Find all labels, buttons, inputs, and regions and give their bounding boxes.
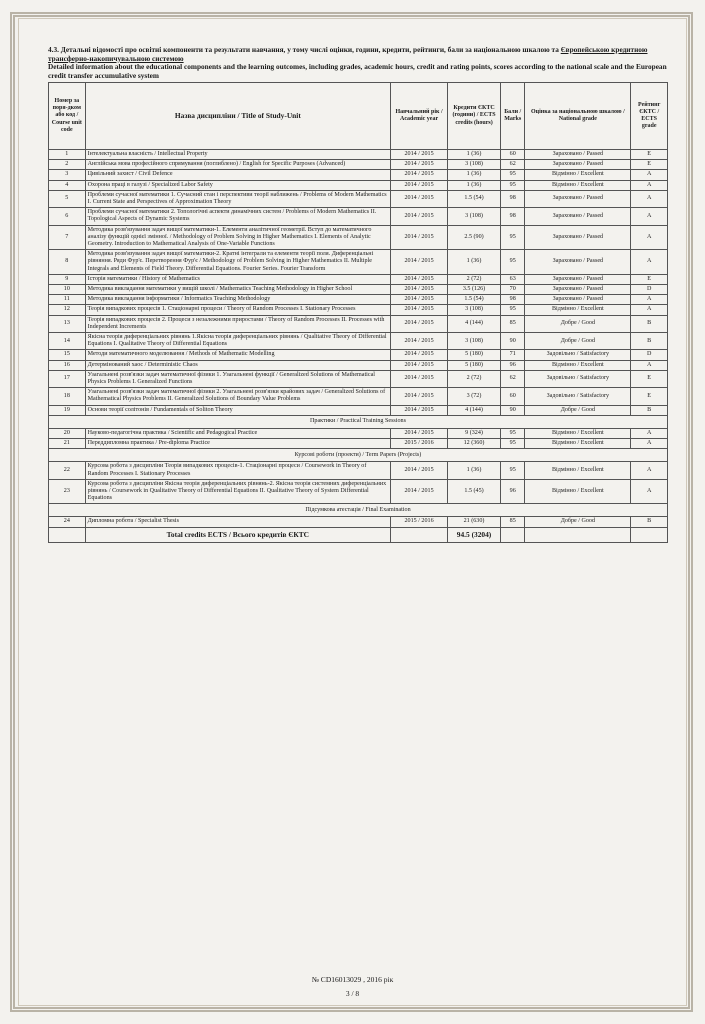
national-grade: Зараховано / Passed xyxy=(525,190,631,207)
course-title: Теорія випадкових процесів 1. Стаціонарні процеси / Theory of Random Processes I. Stationary Processes xyxy=(85,305,390,315)
academic-year: 2014 / 2015 xyxy=(391,370,448,387)
marks: 95 xyxy=(501,462,525,479)
ects-grade: B xyxy=(631,405,668,415)
course-title: Методика викладання математики у вищій школі / Mathematics Teaching Methodology in Higher School xyxy=(85,285,390,295)
grades-table xyxy=(48,82,668,543)
ects-credits: 5 (180) xyxy=(448,350,501,360)
ects-grade: E xyxy=(631,160,668,170)
heading-en xyxy=(48,63,668,80)
row-number: 6 xyxy=(49,208,86,225)
marks: 60 xyxy=(501,150,525,160)
col-header-national: Оцінка за національною шкалою / National grade xyxy=(525,83,631,150)
ects-grade: B xyxy=(631,517,668,527)
ects-credits: 1.5 (54) xyxy=(448,190,501,207)
national-grade: Добре / Good xyxy=(525,405,631,415)
marks: 85 xyxy=(501,517,525,527)
academic-year: 2014 / 2015 xyxy=(391,285,448,295)
row-number: 15 xyxy=(49,350,86,360)
national-grade: Відмінно / Excellent xyxy=(525,180,631,190)
total-empty-marks xyxy=(501,527,525,542)
national-grade: Зараховано / Passed xyxy=(525,295,631,305)
course-title: Методика розв'язування задач вищої математики-2. Кратні інтеграли та елементи теорії поля. Диференціальні рівняння. Ряди Фур'є. Перетворення Фур'є / Methodology of Problem Solving in Higher Mathematics II. Multiple Integrals and Elements of Field Theory. Differential Equations. Fourier Series. Fourier Transform xyxy=(85,250,390,275)
section-row-final xyxy=(49,504,668,517)
row-number: 3 xyxy=(49,170,86,180)
ects-credits: 1 (36) xyxy=(448,180,501,190)
ects-grade: A xyxy=(631,250,668,275)
heading-ua-line2: Європейською кредитною трансферно-накопичувальною системою xyxy=(48,45,648,63)
academic-year: 2015 / 2016 xyxy=(391,517,448,527)
ects-credits: 9 (324) xyxy=(448,428,501,438)
course-title: Цивільний захист / Civil Defence xyxy=(85,170,390,180)
ects-credits: 4 (144) xyxy=(448,405,501,415)
national-grade: Відмінно / Excellent xyxy=(525,462,631,479)
ects-grade: A xyxy=(631,180,668,190)
table-row xyxy=(49,479,668,504)
ects-grade: E xyxy=(631,370,668,387)
section-label-practice: Практики / Practical Training Sessions xyxy=(49,415,668,428)
row-number: 9 xyxy=(49,274,86,284)
total-empty-ects xyxy=(631,527,668,542)
ects-grade: A xyxy=(631,295,668,305)
ects-grade: E xyxy=(631,274,668,284)
national-grade: Зараховано / Passed xyxy=(525,285,631,295)
ects-grade: D xyxy=(631,350,668,360)
ects-grade: B xyxy=(631,333,668,350)
course-title: Проблеми сучасної математики 1. Сучасний стан і перспективи теорії наближень / Problems of Modern Mathematics I. Current State and Perspectives of Approximation Theory xyxy=(85,190,390,207)
ects-grade: B xyxy=(631,315,668,332)
section-heading xyxy=(48,46,668,80)
marks: 85 xyxy=(501,315,525,332)
academic-year: 2014 / 2015 xyxy=(391,388,448,405)
table-row xyxy=(49,350,668,360)
ects-grade: A xyxy=(631,225,668,250)
national-grade: Задовільно / Satisfactory xyxy=(525,388,631,405)
course-title: Узагальнені розв'язки задач математичної фізики 1. Узагальнені функції / Generalized Solutions of Mathematical Physics Problems I. Generalized Functions xyxy=(85,370,390,387)
course-title: Методика розв'язування задач вищої математики-1. Елементи аналітичної геометрії. Вступ до математичного аналізу функцій однієї змінної. / Methodology of Problem Solving in Higher Mathematics I. Elements of Analytic Geometry. Introduction to Mathematical Analysis of One-Variable Functions xyxy=(85,225,390,250)
ects-credits: 2.5 (90) xyxy=(448,225,501,250)
marks: 62 xyxy=(501,160,525,170)
ects-grade: E xyxy=(631,150,668,160)
ects-grade: A xyxy=(631,305,668,315)
academic-year: 2014 / 2015 xyxy=(391,315,448,332)
col-header-marks: Бали / Marks xyxy=(501,83,525,150)
academic-year: 2014 / 2015 xyxy=(391,208,448,225)
table-row xyxy=(49,370,668,387)
ects-grade: A xyxy=(631,360,668,370)
marks: 63 xyxy=(501,274,525,284)
table-row xyxy=(49,388,668,405)
table-row xyxy=(49,208,668,225)
course-title: Методи математичного моделювання / Methods of Mathematic Modelling xyxy=(85,350,390,360)
row-number: 1 xyxy=(49,150,86,160)
table-body-practice xyxy=(49,428,668,448)
ects-credits: 3 (108) xyxy=(448,305,501,315)
national-grade: Добре / Good xyxy=(525,517,631,527)
ects-credits: 1.5 (45) xyxy=(448,479,501,504)
row-number: 5 xyxy=(49,190,86,207)
row-number: 14 xyxy=(49,333,86,350)
row-number: 20 xyxy=(49,428,86,438)
marks: 98 xyxy=(501,208,525,225)
marks: 71 xyxy=(501,350,525,360)
academic-year: 2014 / 2015 xyxy=(391,479,448,504)
table-row xyxy=(49,160,668,170)
national-grade: Відмінно / Excellent xyxy=(525,305,631,315)
ects-credits: 1 (36) xyxy=(448,250,501,275)
total-empty-code xyxy=(49,527,86,542)
table-row xyxy=(49,250,668,275)
academic-year: 2014 / 2015 xyxy=(391,250,448,275)
table-row xyxy=(49,274,668,284)
row-number: 4 xyxy=(49,180,86,190)
ects-grade: A xyxy=(631,208,668,225)
ects-credits: 3 (108) xyxy=(448,160,501,170)
col-header-year: Навчальний рік / Academic year xyxy=(391,83,448,150)
course-title: Охорона праці в галузі / Specialized Labor Safety xyxy=(85,180,390,190)
ects-credits: 1 (36) xyxy=(448,150,501,160)
course-title: Проблеми сучасної математики 2. Топологічні аспекти динамічних систем / Problems of Modern Mathematics II. Topological Aspects of Dynamic Systems xyxy=(85,208,390,225)
ects-credits: 3 (72) xyxy=(448,388,501,405)
table-row xyxy=(49,428,668,438)
row-number: 22 xyxy=(49,462,86,479)
academic-year: 2014 / 2015 xyxy=(391,428,448,438)
col-header-ects: Рейтинг ЄКТС / ECTS grade xyxy=(631,83,668,150)
ects-grade: A xyxy=(631,479,668,504)
total-label: Total credits ECTS / Всього кредитів ЄКТС xyxy=(85,527,390,542)
row-number: 7 xyxy=(49,225,86,250)
table-body-final xyxy=(49,517,668,527)
marks: 95 xyxy=(501,225,525,250)
marks: 95 xyxy=(501,439,525,449)
academic-year: 2014 / 2015 xyxy=(391,150,448,160)
table-row xyxy=(49,190,668,207)
academic-year: 2014 / 2015 xyxy=(391,170,448,180)
table-row xyxy=(49,150,668,160)
course-title: Науково-педагогічна практика / Scientific and Pedagogical Practice xyxy=(85,428,390,438)
national-grade: Добре / Good xyxy=(525,333,631,350)
table-row xyxy=(49,439,668,449)
course-title: Основи теорії солітонів / Fundamentals of Soliton Theory xyxy=(85,405,390,415)
academic-year: 2015 / 2016 xyxy=(391,439,448,449)
national-grade: Задовільно / Satisfactory xyxy=(525,350,631,360)
academic-year: 2014 / 2015 xyxy=(391,405,448,415)
table-row xyxy=(49,517,668,527)
col-header-credits: Кредити ЄКТС (години) / ECTS credits (hours) xyxy=(448,83,501,150)
academic-year: 2014 / 2015 xyxy=(391,225,448,250)
table-row xyxy=(49,295,668,305)
national-grade: Відмінно / Excellent xyxy=(525,428,631,438)
ects-credits: 3 (108) xyxy=(448,208,501,225)
heading-en-line2: national scale and the European credit transfer accumulative system xyxy=(48,62,667,80)
table-row xyxy=(49,285,668,295)
national-grade: Відмінно / Excellent xyxy=(525,479,631,504)
table-row xyxy=(49,405,668,415)
ects-credits: 1 (36) xyxy=(448,170,501,180)
national-grade: Зараховано / Passed xyxy=(525,225,631,250)
national-grade: Задовільно / Satisfactory xyxy=(525,370,631,387)
marks: 98 xyxy=(501,295,525,305)
row-number: 16 xyxy=(49,360,86,370)
col-header-code: Номер за поря-дком або код / Course unit code xyxy=(49,83,86,150)
national-grade: Зараховано / Passed xyxy=(525,160,631,170)
ects-credits: 21 (630) xyxy=(448,517,501,527)
marks: 95 xyxy=(501,170,525,180)
national-grade: Добре / Good xyxy=(525,315,631,332)
ects-credits: 3.5 (126) xyxy=(448,285,501,295)
row-number: 11 xyxy=(49,295,86,305)
course-title: Дипломна робота / Specialist Thesis xyxy=(85,517,390,527)
row-number: 10 xyxy=(49,285,86,295)
table-row xyxy=(49,170,668,180)
ects-credits: 1.5 (54) xyxy=(448,295,501,305)
section-row-papers xyxy=(49,449,668,462)
row-number: 12 xyxy=(49,305,86,315)
course-title: Інтелектуальна власність / Intellectual Property xyxy=(85,150,390,160)
document-number: № CD16013029 , 2016 рік xyxy=(311,975,394,984)
page-number: 3 / 8 xyxy=(345,989,360,998)
row-number: 13 xyxy=(49,315,86,332)
academic-year: 2014 / 2015 xyxy=(391,274,448,284)
total-credits: 94.5 (3204) xyxy=(448,527,501,542)
table-row xyxy=(49,305,668,315)
table-header-row xyxy=(49,83,668,150)
row-number: 17 xyxy=(49,370,86,387)
marks: 95 xyxy=(501,180,525,190)
marks: 60 xyxy=(501,388,525,405)
total-empty-year xyxy=(391,527,448,542)
section-label-final: Підсумкова атестація / Final Examination xyxy=(49,504,668,517)
national-grade: Зараховано / Passed xyxy=(525,274,631,284)
total-empty-national xyxy=(525,527,631,542)
heading-ua xyxy=(48,46,668,63)
ects-grade: A xyxy=(631,170,668,180)
table-row xyxy=(49,225,668,250)
marks: 98 xyxy=(501,190,525,207)
academic-year: 2014 / 2015 xyxy=(391,295,448,305)
national-grade: Відмінно / Excellent xyxy=(525,360,631,370)
course-title: Якісна теорія диференціальних рівнянь 1.Якісна теорія диференціальних рівнянь / Qualitative Theory of Differential Equations I. Qualitative Theory of Differential Equations xyxy=(85,333,390,350)
table-body-papers xyxy=(49,462,668,504)
marks: 90 xyxy=(501,333,525,350)
table-row xyxy=(49,315,668,332)
row-number: 19 xyxy=(49,405,86,415)
national-grade: Зараховано / Passed xyxy=(525,250,631,275)
ects-credits: 3 (108) xyxy=(448,333,501,350)
course-title: Переддипломна практика / Pre-diploma Practice xyxy=(85,439,390,449)
marks: 95 xyxy=(501,250,525,275)
course-title: Детермінований хаос / Deterministic Chaos xyxy=(85,360,390,370)
marks: 95 xyxy=(501,428,525,438)
ects-credits: 4 (144) xyxy=(448,315,501,332)
course-title: Курсова робота з дисципліни Якісна теорія диференціальних рівнянь-2. Якісна теорія системних диференціальних рівнянь / Coursework in Qualitative Theory of Differential Equations II. Qualitative Theory of System Differential Equations xyxy=(85,479,390,504)
academic-year: 2014 / 2015 xyxy=(391,305,448,315)
ects-credits: 5 (180) xyxy=(448,360,501,370)
ects-credits: 2 (72) xyxy=(448,370,501,387)
section-label-papers: Курсові роботи (проекти) / Term Papers (Projects) xyxy=(49,449,668,462)
row-number: 21 xyxy=(49,439,86,449)
marks: 62 xyxy=(501,370,525,387)
course-title: Методика викладання інформатики / Informatics Teaching Methodology xyxy=(85,295,390,305)
table-row xyxy=(49,333,668,350)
course-title: Англійська мова професійного спрямування (поглиблено) / English for Specific Purposes (Advanced) xyxy=(85,160,390,170)
heading-en-line1: Detailed information about the educational components and the learning outcomes, including grades, academic hours, credit and rating points, scores according to the xyxy=(48,62,565,72)
heading-ua-line1: 4.3. Детальні відомості про освітні компоненти та результати навчання, у тому числі оцінки, години, кредити, рейтинги, бали за національною шкалою та xyxy=(48,45,559,54)
academic-year: 2014 / 2015 xyxy=(391,350,448,360)
national-grade: Відмінно / Excellent xyxy=(525,439,631,449)
national-grade: Зараховано / Passed xyxy=(525,208,631,225)
row-number: 8 xyxy=(49,250,86,275)
table-row xyxy=(49,462,668,479)
ects-grade: A xyxy=(631,439,668,449)
course-title: Курсова робота з дисципліни Теорія випадкових процесів-1. Стаціонарні процеси / Coursework in Theory of Random Processes I. Stationary Processes xyxy=(85,462,390,479)
marks: 96 xyxy=(501,479,525,504)
course-title: Теорія випадкових процесів 2. Процеси з незалежними приростами / Theory of Random Processes II. Processes with Independent Increments xyxy=(85,315,390,332)
ects-credits: 1 (36) xyxy=(448,462,501,479)
academic-year: 2014 / 2015 xyxy=(391,333,448,350)
academic-year: 2014 / 2015 xyxy=(391,160,448,170)
table-body-courses xyxy=(49,150,668,416)
row-number: 2 xyxy=(49,160,86,170)
marks: 70 xyxy=(501,285,525,295)
marks: 90 xyxy=(501,405,525,415)
marks: 95 xyxy=(501,305,525,315)
table-row xyxy=(49,180,668,190)
course-title: Історія математики / History of Mathematics xyxy=(85,274,390,284)
section-row-practice xyxy=(49,415,668,428)
academic-year: 2014 / 2015 xyxy=(391,190,448,207)
total-row xyxy=(49,527,668,542)
ects-grade: A xyxy=(631,462,668,479)
course-title: Узагальнені розв'язки задач математичної фізики 2. Узагальнені розв'язки крайових задач / Generalized Solutions of Mathematical Physics Problems II. Generalized Solutions of Boundary Value Problems xyxy=(85,388,390,405)
ects-grade: E xyxy=(631,388,668,405)
table-row xyxy=(49,360,668,370)
national-grade: Зараховано / Passed xyxy=(525,150,631,160)
ects-credits: 2 (72) xyxy=(448,274,501,284)
marks: 96 xyxy=(501,360,525,370)
ects-grade: D xyxy=(631,285,668,295)
academic-year: 2014 / 2015 xyxy=(391,462,448,479)
academic-year: 2014 / 2015 xyxy=(391,360,448,370)
ects-grade: A xyxy=(631,190,668,207)
row-number: 18 xyxy=(49,388,86,405)
national-grade: Відмінно / Excellent xyxy=(525,170,631,180)
row-number: 23 xyxy=(49,479,86,504)
ects-credits: 12 (360) xyxy=(448,439,501,449)
academic-year: 2014 / 2015 xyxy=(391,180,448,190)
ects-grade: A xyxy=(631,428,668,438)
col-header-title: Назва дисципліни / Title of Study-Unit xyxy=(85,83,390,150)
row-number: 24 xyxy=(49,517,86,527)
